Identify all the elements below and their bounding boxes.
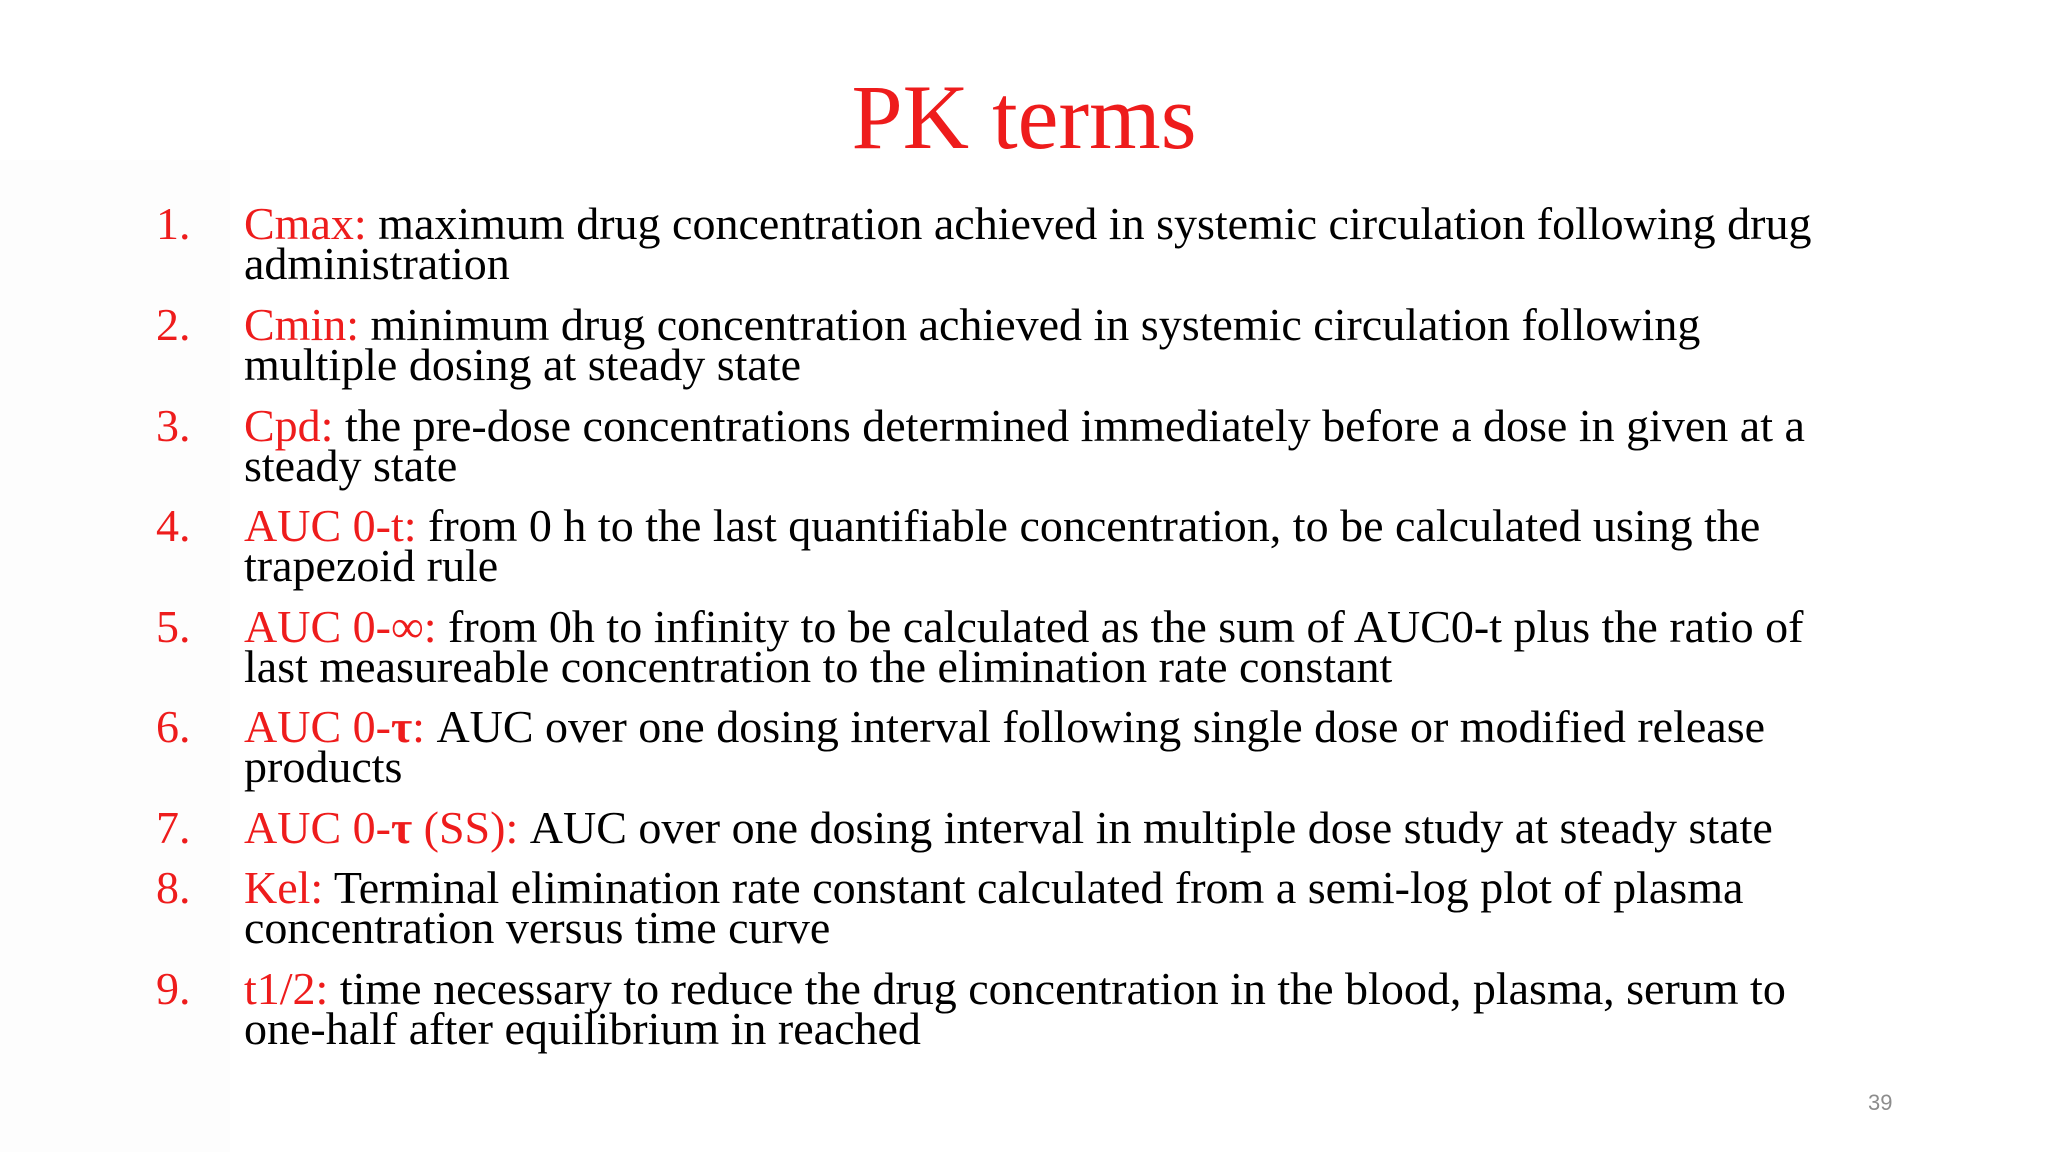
term-label-prefix: AUC 0- <box>244 802 391 853</box>
term-number: 3. <box>156 400 191 451</box>
term-definition: maximum drug concentration achieved in systemic circulation following drug <box>366 198 1812 249</box>
tau-symbol: τ <box>390 802 413 853</box>
term-number: 6. <box>156 701 191 752</box>
term-label <box>244 802 518 853</box>
term-definition: the pre-dose concentrations determined immediately before a dose in given at a <box>333 400 1805 451</box>
term-number: 9. <box>156 963 191 1014</box>
term-definition: AUC over one dosing interval following single dose or modified release <box>424 701 1766 752</box>
term-number: 8. <box>156 862 191 913</box>
term-label: t1/2: <box>244 963 329 1014</box>
term-body <box>244 500 1884 591</box>
term-body <box>244 862 1884 953</box>
term-definition: from 0 h to the last quantifiable concentration, to be calculated using the <box>416 500 1761 551</box>
tau-symbol: τ <box>390 701 413 752</box>
term-definition-continued: products <box>244 741 403 792</box>
term-body <box>244 198 1884 289</box>
term-definition: minimum drug concentration achieved in systemic circulation following <box>359 299 1701 350</box>
term-definition-continued: concentration versus time curve <box>244 902 831 953</box>
term-definition-continued: steady state <box>244 440 458 491</box>
term-label-suffix: (SS): <box>412 802 519 853</box>
term-body <box>244 299 1884 390</box>
term-definition: from 0h to infinity to be calculated as the sum of AUC0-t plus the ratio of <box>436 601 1804 652</box>
term-number: 4. <box>156 500 191 551</box>
term-definition: time necessary to reduce the drug concentration in the blood, plasma, serum to <box>328 963 1786 1014</box>
term-definition-continued: administration <box>244 238 510 289</box>
term-number: 2. <box>156 299 191 350</box>
term-number: 1. <box>156 198 191 249</box>
term-label: Kel: <box>244 862 324 913</box>
slide-title: PK terms <box>851 66 1197 168</box>
term-body <box>244 701 1884 792</box>
term-label: Cmin: <box>244 299 360 350</box>
term-label: AUC 0-∞: <box>244 601 437 652</box>
term-body <box>244 802 1884 853</box>
term-label: AUC 0-t: <box>244 500 417 551</box>
term-definition: AUC over one dosing interval in multiple dose study at steady state <box>518 802 1773 853</box>
term-number: 5. <box>156 601 191 652</box>
term-definition-continued: trapezoid rule <box>244 540 499 591</box>
term-definition-continued: last measureable concentration to the elimination rate constant <box>244 641 1393 692</box>
term-body <box>244 963 1884 1054</box>
term-label: Cpd: <box>244 400 334 451</box>
term-definition: Terminal elimination rate constant calculated from a semi-log plot of plasma <box>323 862 1744 913</box>
term-label-suffix: : <box>412 701 425 752</box>
term-number: 7. <box>156 802 191 853</box>
term-definition-continued: multiple dosing at steady state <box>244 339 802 390</box>
page-number: 39 <box>1868 1090 1893 1115</box>
term-label: Cmax: <box>244 198 367 249</box>
term-body <box>244 601 1884 692</box>
term-body <box>244 400 1884 491</box>
term-definition-continued: one-half after equilibrium in reached <box>244 1003 921 1054</box>
term-label-prefix: AUC 0- <box>244 701 391 752</box>
